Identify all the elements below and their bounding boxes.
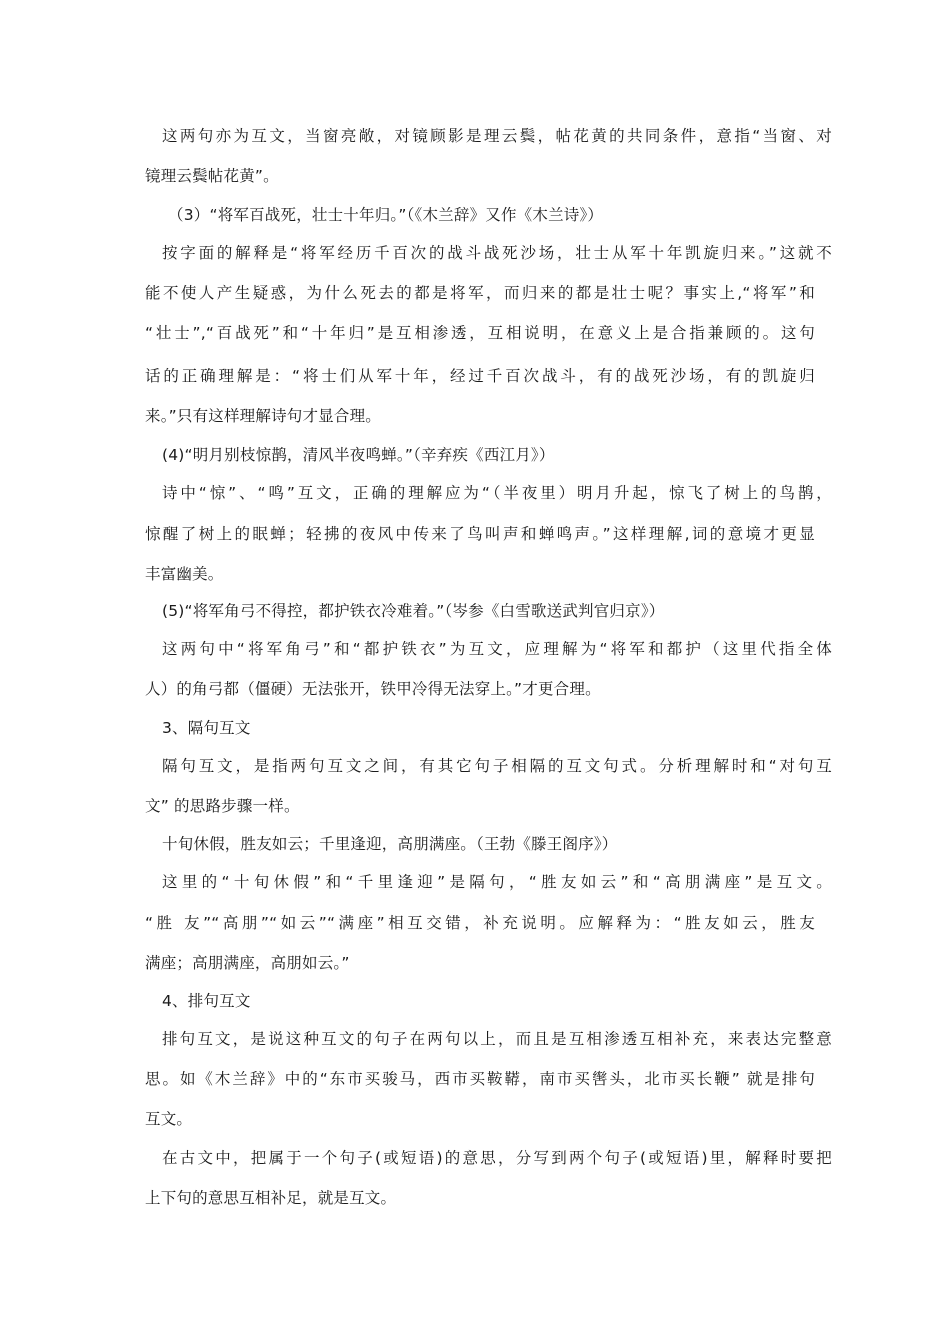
paragraph-line: 这两句亦为互文，当窗亮敞，对镜顾影是理云鬓，帖花黄的共同条件，意指“当窗、对 <box>162 127 832 145</box>
paragraph-line: 丰富幽美。 <box>145 565 224 583</box>
paragraph-line: 按字面的解释是“将军经历千百次的战斗战死沙场，壮士从军十年凯旋归来。”这就不 <box>162 244 832 262</box>
paragraph-line: 人）的角弓都（僵硬）无法张开，铁甲冷得无法穿上。”才更合理。 <box>145 680 601 698</box>
paragraph-line: 诗中“惊”、“鸣”互文，正确的理解应为“（半夜里）明月升起，惊飞了树上的鸟鹊， <box>162 484 832 502</box>
paragraph-line: 隔句互文，是指两句互文之间，有其它句子相隔的互文句式。分析理解时和“对句互 <box>162 757 832 775</box>
paragraph-line: 互文。 <box>145 1110 193 1128</box>
paragraph-line: 惊醒了树上的眠蝉；轻拂的夜风中传来了鸟叫声和蝉鸣声。”这样理解,词的意境才更显 <box>145 525 815 543</box>
paragraph-line: 能不使人产生疑惑，为什么死去的都是将军，而归来的都是壮士呢？事实上,“将军”和 <box>145 284 815 302</box>
example-heading: (5)“将军角弓不得控，都护铁衣冷难着。”（岑参《白雪歌送武判官归京》） <box>162 602 665 620</box>
paragraph-line: 在古文中，把属于一个句子(或短语)的意思，分写到两个句子(或短语)里，解释时要把 <box>162 1149 832 1167</box>
paragraph-line: “壮士”,“百战死”和“十年归”是互相渗透，互相说明，在意义上是合指兼顾的。这句 <box>145 324 815 342</box>
paragraph-line: 上下句的意思互相补足，就是互文。 <box>145 1189 397 1207</box>
example-heading: (4)“明月别枝惊鹊，清风半夜鸣蝉。”（辛弃疾《西江月》） <box>162 446 555 464</box>
paragraph-line: 这里的“十旬休假”和“千里逢迎”是隔句，“胜友如云”和“高朋满座”是互文。 <box>162 873 832 891</box>
example-heading: 十旬休假，胜友如云；千里逢迎，高朋满座。（王勃《滕王阁序》） <box>162 835 618 853</box>
paragraph-line: 来。”只有这样理解诗句才显合理。 <box>145 407 381 425</box>
paragraph-line: 思。如《木兰辞》中的“东市买骏马，西市买鞍鞯，南市买辔头，北市买长鞭” 就是排句 <box>145 1070 815 1088</box>
paragraph-line: 文” 的思路步骤一样。 <box>145 797 300 815</box>
paragraph-line: 镜理云鬓帖花黄”。 <box>145 167 279 185</box>
paragraph-line: “胜 友”“高朋”“如云”“满座”相互交错，补充说明。应解释为：“胜友如云，胜友 <box>145 914 815 932</box>
paragraph-line: 话的正确理解是：“将士们从军十年，经过千百次战斗，有的战死沙场，有的凯旋归 <box>145 367 815 385</box>
example-heading: （3）“将军百战死，壮士十年归。”（《木兰辞》又作《木兰诗》） <box>168 206 604 224</box>
section-heading: 4、排句互文 <box>162 992 251 1010</box>
paragraph-line: 排句互文，是说这种互文的句子在两句以上，而且是互相渗透互相补充，来表达完整意 <box>162 1030 832 1048</box>
paragraph-line: 满座；高朋满座，高朋如云。” <box>145 954 350 972</box>
paragraph-line: 这两句中“将军角弓”和“都护铁衣”为互文，应理解为“将军和都护（这里代指全体 <box>162 640 832 658</box>
section-heading: 3、隔句互文 <box>162 719 251 737</box>
